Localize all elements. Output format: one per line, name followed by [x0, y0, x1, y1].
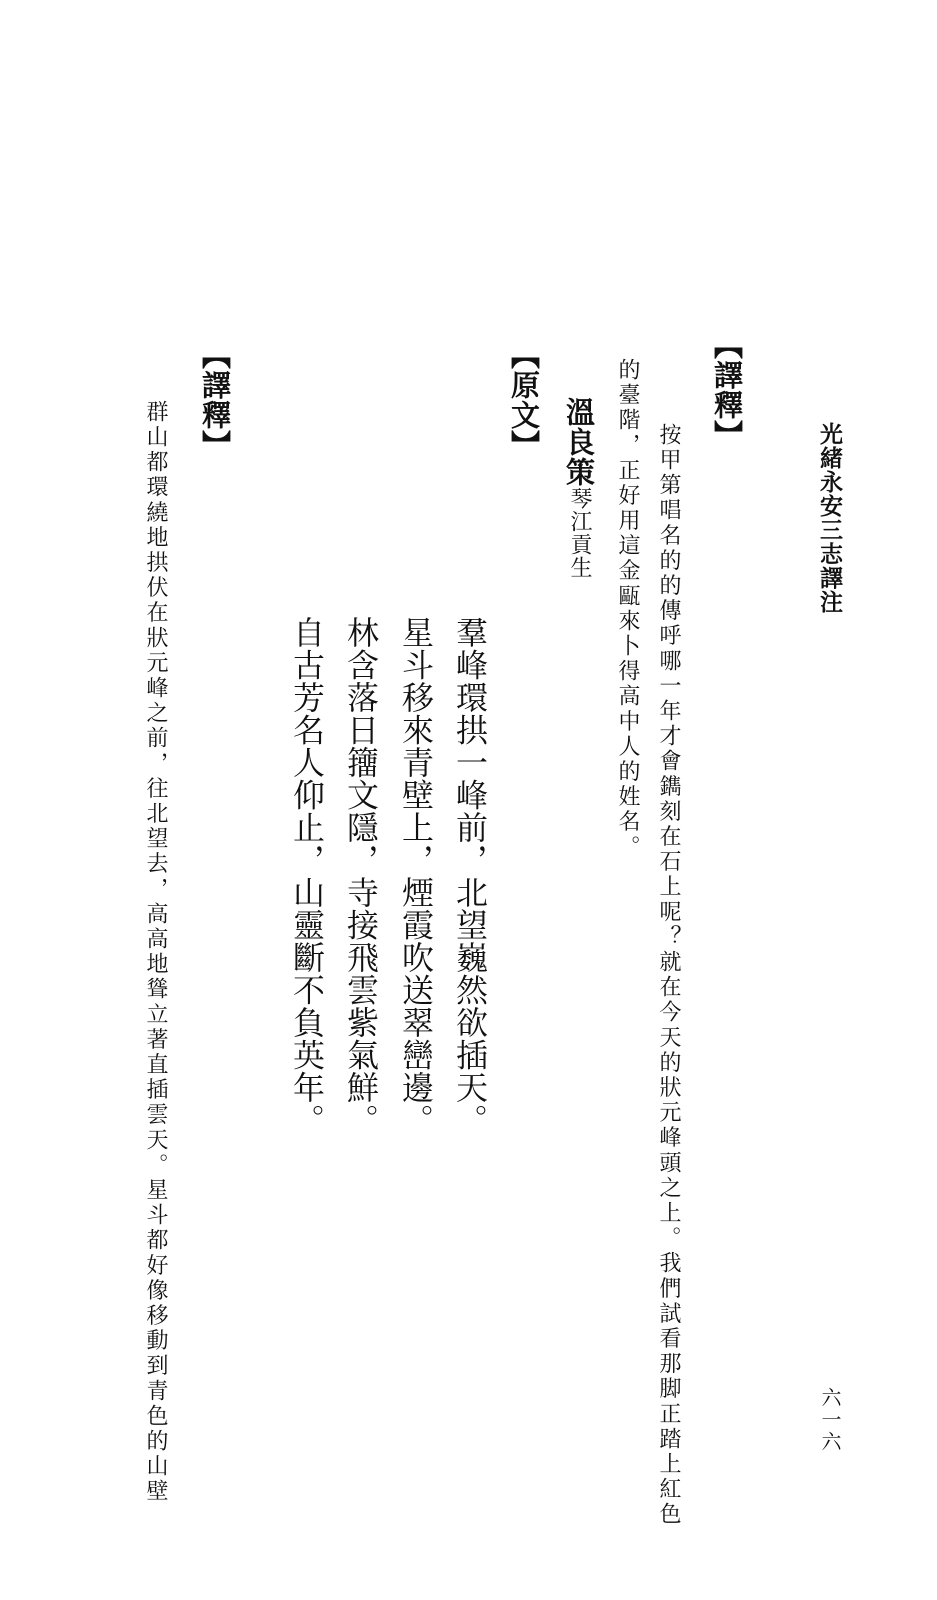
author-name: 溫良策 [562, 397, 596, 487]
translation-heading-1: 【譯釋】 [710, 330, 744, 450]
original-text-heading: 【原文】 [507, 340, 541, 460]
translation-1-line-1: 按甲第唱名的的傳呼哪一年才會鐫刻在石上呢？就在今天的狀元峰頭之上。我們試看那脚正踏上紅色 [656, 423, 681, 1528]
poem-line-1: 羣峰環拱一峰前，北望巍然欲插天。 [451, 616, 489, 1136]
poem-line-3: 林含落日籒文隱，寺接飛雲紫氣鮮。 [342, 616, 380, 1136]
translation-heading-2: 【譯釋】 [198, 340, 232, 460]
poem-line-4: 自古芳名人仰止，山靈斷不負英年。 [288, 616, 326, 1136]
translation-2-line-1: 群山都環繞地拱伏在狀元峰之前，往北望去，高高地聳立著直插雲天。星斗都好像移動到青色的山壁 [143, 400, 168, 1505]
translation-1-line-2: 的臺階，正好用這金甌來卜得高中人的姓名。 [615, 358, 640, 860]
page-number: 六一六 [818, 1387, 842, 1453]
running-title: 光緒永安三志譯注 [816, 422, 843, 614]
author-title: 琴江貢生 [567, 487, 592, 579]
poem-author [562, 397, 596, 579]
poem-line-2: 星斗移來青壁上，煙霞吹送翠巒邊。 [397, 616, 435, 1136]
